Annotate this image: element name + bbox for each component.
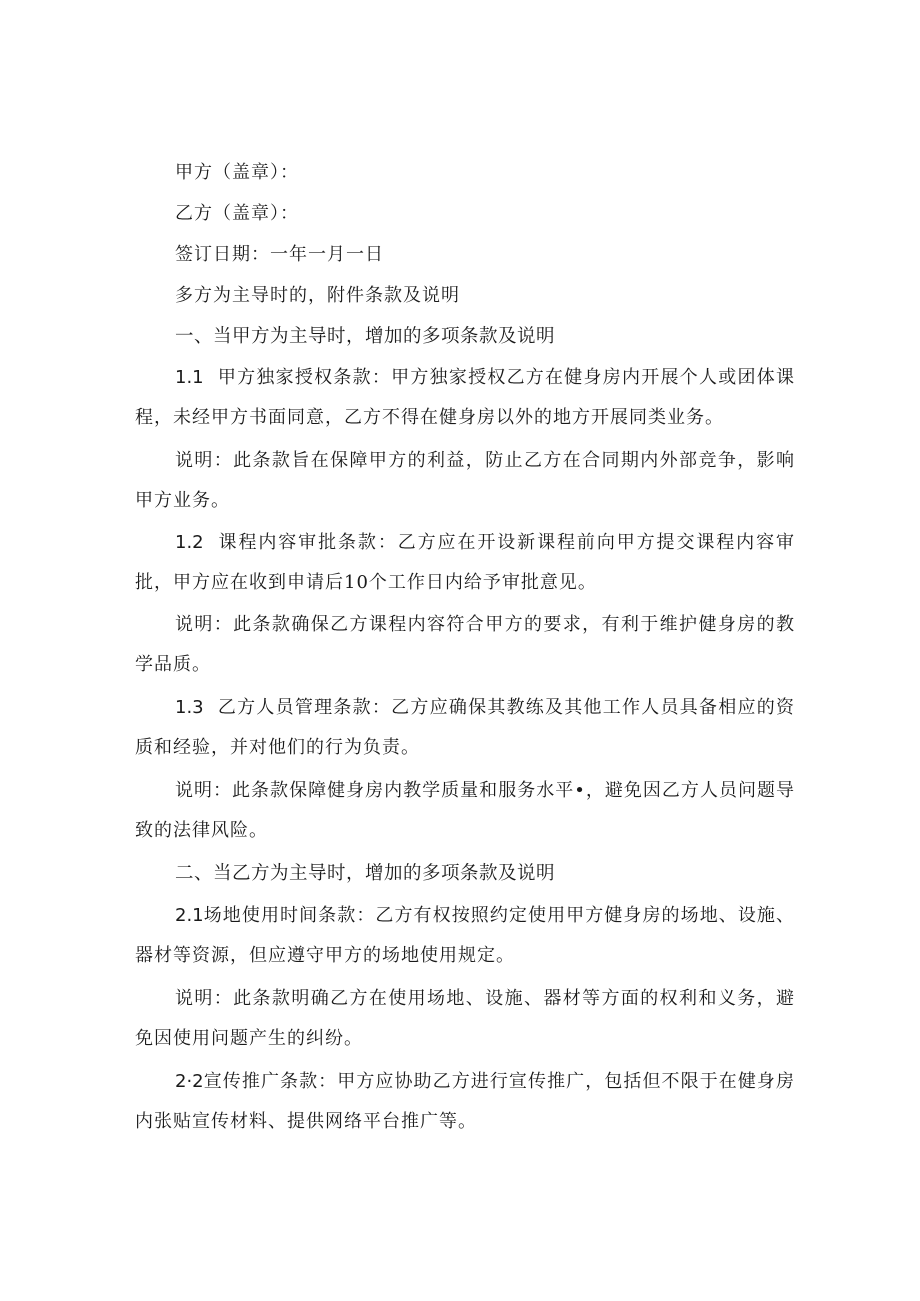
clause-text: 课程内容审批条款：乙方应在开设新课程前向甲方提交课程内容审批，甲方应在收到申请后10个工作日内给予审批意见。 xyxy=(135,532,795,593)
clause-number: 2.1 xyxy=(175,905,204,926)
clause-1-3-note: 说明：此条款保障健身房内教学质量和服务水平•，避免因乙方人员问题导致的法律风险。 xyxy=(135,780,795,841)
section1-heading: 一、当甲方为主导时，增加的多项条款及说明 xyxy=(175,326,556,347)
clause-text: 宣传推广条款：甲方应协助乙方进行宣传推广，包括但不限于在健身房内张贴宣传材料、提供网络平台推广等。 xyxy=(135,1071,795,1132)
clause-1-3 xyxy=(135,688,795,768)
clause-2-1 xyxy=(135,896,795,976)
clause-2-1-note: 说明：此条款明确乙方在使用场地、设施、器材等方面的权利和义务，避免因使用问题产生的纠纷。 xyxy=(135,988,795,1049)
appendix-intro: 多方为主导时的，附件条款及说明 xyxy=(175,285,460,306)
clause-2-2 xyxy=(135,1062,795,1142)
clause-1-1-note: 说明：此条款旨在保障甲方的利益，防止乙方在合同期内外部竞争，影响甲方业务。 xyxy=(135,450,795,511)
clause-1-1 xyxy=(135,358,795,438)
clause-text: 甲方独家授权条款：甲方独家授权乙方在健身房内开展个人或团体课程，未经甲方书面同意，乙方不得在健身房以外的地方开展同类业务。 xyxy=(135,367,795,428)
party-a-seal-line: 甲方（盖章）： xyxy=(175,162,299,183)
party-b-seal-line: 乙方（盖章）： xyxy=(175,203,299,224)
clause-text: 场地使用时间条款：乙方有权按照约定使用甲方健身房的场地、设施、器材等资源，但应遵守甲方的场地使用规定。 xyxy=(135,905,795,966)
clause-text: 乙方人员管理条款：乙方应确保其教练及其他工作人员具备相应的资质和经验，并对他们的行为负责。 xyxy=(135,697,795,758)
clause-number: 2·2 xyxy=(175,1071,204,1092)
clause-number: 1.1 xyxy=(175,367,204,388)
signing-date-line: 签订日期：一年一月一日 xyxy=(175,244,384,265)
clause-number: 1.2 xyxy=(175,532,204,553)
clause-number: 1.3 xyxy=(175,697,204,718)
section2-heading: 二、当乙方为主导时，增加的多项条款及说明 xyxy=(175,863,556,884)
clause-1-2-note: 说明：此条款确保乙方课程内容符合甲方的要求，有利于维护健身房的教学品质。 xyxy=(135,614,795,675)
clause-1-2 xyxy=(135,523,795,603)
